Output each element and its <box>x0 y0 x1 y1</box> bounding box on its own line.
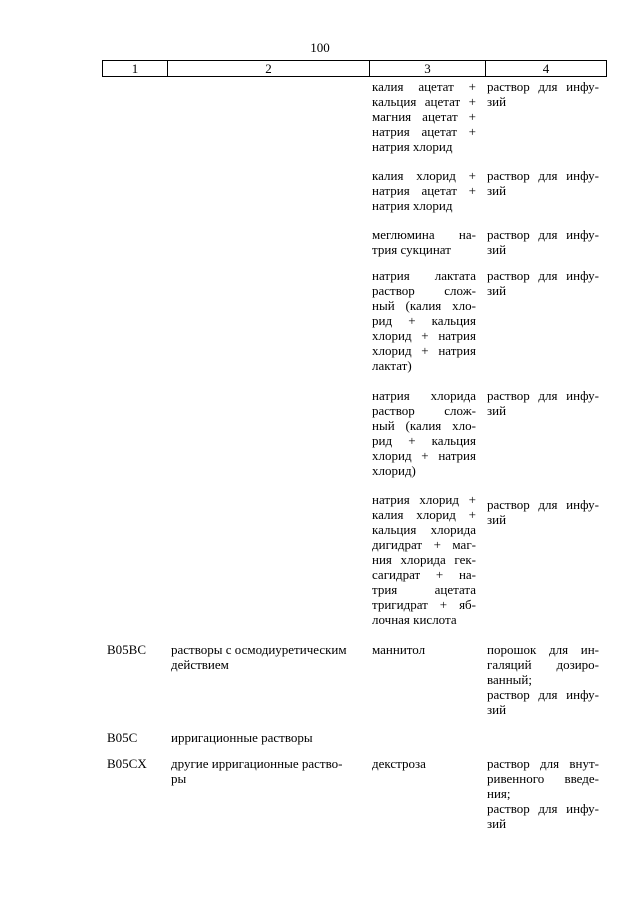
form-line: раствор для инфу- <box>487 227 599 242</box>
substance-line: декстроза <box>372 756 426 771</box>
substance-line: меглюмина на- <box>372 227 476 242</box>
atc-code: B05C <box>107 730 138 745</box>
atc-code: B05CX <box>107 756 147 771</box>
form-line: раствор для внут- <box>487 756 599 771</box>
page-number: 100 <box>310 40 330 55</box>
substance-line: лактат) <box>372 358 412 373</box>
substance-line: ния хлорида гек- <box>372 552 476 567</box>
substance-line: дигидрат + маг- <box>372 537 476 552</box>
substance-cell <box>372 756 476 771</box>
column-header-2: 2 <box>168 61 370 77</box>
substance-cell <box>372 388 476 478</box>
form-line: зий <box>487 403 507 418</box>
form-line: зий <box>487 283 507 298</box>
form-line: зий <box>487 816 507 831</box>
substance-line: ный (калия хло- <box>372 418 476 433</box>
substance-line: натрия лактата <box>372 268 476 283</box>
group-cell <box>171 756 363 786</box>
substance-line: лочная кислота <box>372 612 457 627</box>
substance-cell <box>372 168 476 213</box>
form-cell <box>487 79 599 109</box>
form-line: зий <box>487 183 507 198</box>
form-line: зий <box>487 512 507 527</box>
substance-line: хлорид) <box>372 463 416 478</box>
column-number-header <box>102 60 607 77</box>
column-header-1: 1 <box>103 61 168 77</box>
form-line: раствор для инфу- <box>487 268 599 283</box>
group-line: растворы с осмодиуретическим <box>171 642 347 657</box>
substance-line: натрия хлорид <box>372 198 453 213</box>
group-line: действием <box>171 657 229 672</box>
form-line: порошок для ин- <box>487 642 599 657</box>
substance-line: рид + кальция <box>372 433 476 448</box>
substance-line: рид + кальция <box>372 313 476 328</box>
form-cell <box>487 388 599 418</box>
substance-cell <box>372 268 476 373</box>
substance-line: кальция ацетат + <box>372 94 476 109</box>
substance-line: маннитол <box>372 642 426 657</box>
substance-line: магния ацетат + <box>372 109 476 124</box>
form-line: ванный; <box>487 672 532 687</box>
substance-line: калия ацетат + <box>372 79 476 94</box>
substance-line: трия сукцинат <box>372 242 451 257</box>
group-cell <box>171 730 363 745</box>
substance-line: натрия ацетат + <box>372 183 476 198</box>
substance-cell <box>372 492 476 627</box>
substance-line: трия ацетата <box>372 582 476 597</box>
form-line: ния; <box>487 786 511 801</box>
substance-line: натрия хлорид <box>372 139 453 154</box>
substance-cell <box>372 642 476 657</box>
substance-line: раствор слож- <box>372 403 476 418</box>
form-line: раствор для инфу- <box>487 801 599 816</box>
group-cell <box>171 642 363 672</box>
form-line: ривенного введе- <box>487 771 599 786</box>
atc-code: B05BC <box>107 642 147 657</box>
substance-line: тригидрат + яб- <box>372 597 476 612</box>
form-line: раствор для инфу- <box>487 168 599 183</box>
form-line: зий <box>487 94 507 109</box>
substance-cell <box>372 79 476 154</box>
substance-line: хлорид + натрия <box>372 448 476 463</box>
group-line: другие ирригационные раство- <box>171 756 343 771</box>
substance-line: натрия ацетат + <box>372 124 476 139</box>
form-line: раствор для инфу- <box>487 79 599 94</box>
form-cell <box>487 168 599 198</box>
form-line: раствор для инфу- <box>487 687 599 702</box>
substance-cell <box>372 227 476 257</box>
form-line: раствор для инфу- <box>487 497 599 512</box>
form-cell <box>487 268 599 298</box>
substance-line: натрия хлорид + <box>372 492 476 507</box>
form-line: зий <box>487 702 507 717</box>
form-line: зий <box>487 242 507 257</box>
form-cell <box>487 756 599 831</box>
substance-line: калия хлорид + <box>372 168 476 183</box>
substance-line: натрия хлорида <box>372 388 476 403</box>
form-cell <box>487 497 599 527</box>
substance-line: хлорид + натрия <box>372 343 476 358</box>
substance-line: ный (калия хло- <box>372 298 476 313</box>
substance-line: хлорид + натрия <box>372 328 476 343</box>
form-line: галяций дозиро- <box>487 657 599 672</box>
substance-line: калия хлорид + <box>372 507 476 522</box>
substance-line: раствор слож- <box>372 283 476 298</box>
form-cell <box>487 227 599 257</box>
column-header-3: 3 <box>370 61 486 77</box>
group-line: ры <box>171 771 187 786</box>
substance-line: сагидрат + на- <box>372 567 476 582</box>
substance-line: кальция хлорида <box>372 522 476 537</box>
form-line: раствор для инфу- <box>487 388 599 403</box>
column-header-4: 4 <box>486 61 607 77</box>
group-line: ирригационные растворы <box>171 730 313 745</box>
form-cell <box>487 642 599 717</box>
